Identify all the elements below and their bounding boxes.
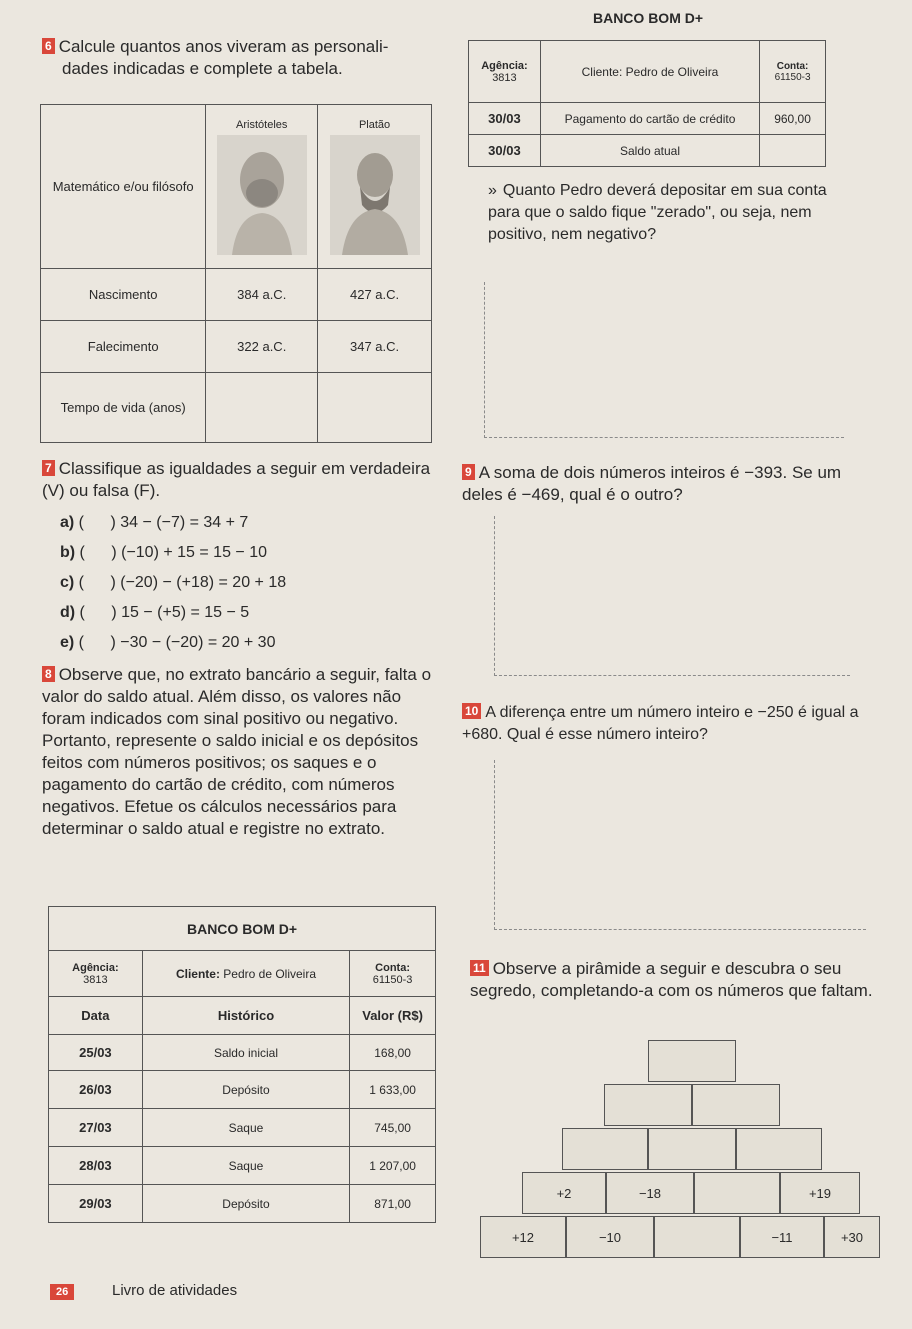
bank-bottom-agencia: Agência: 3813 xyxy=(49,951,143,997)
bank-bottom-table xyxy=(48,906,436,1223)
pyramid-cell: −10 xyxy=(566,1216,654,1258)
q6-text-line1: Calcule quantos anos viveram as personali- xyxy=(58,37,389,56)
table-row: 29/03 Depósito 871,00 xyxy=(49,1185,436,1223)
platao-cell xyxy=(318,105,432,269)
bank-top-row2-hist: Saldo atual xyxy=(540,135,759,167)
aristoteles-name: Aristóteles xyxy=(236,118,288,131)
bank-top-title: BANCO BOM D+ xyxy=(592,10,704,26)
table-row: 28/03 Saque 1 207,00 xyxy=(49,1147,436,1185)
arist-nasc: 384 a.C. xyxy=(206,269,318,321)
q7-item-c[interactable]: c) ( ) (−20) − (+18) = 20 + 18 xyxy=(60,574,287,591)
pyramid xyxy=(470,1040,890,1270)
platao-name: Platão xyxy=(358,118,391,131)
q7-statement: 7 Classifique as igualdades a seguir em verdadeira (V) ou falsa (F). xyxy=(42,459,431,500)
row-label-mat: Matemático e/ou filósofo xyxy=(41,105,206,269)
bank-top-cliente: Cliente: Pedro de Oliveira xyxy=(540,41,759,103)
pyramid-cell: +30 xyxy=(824,1216,880,1258)
q11-statement: 11 Observe a pirâmide a seguir e descubra o seu segredo, completando-a com os números que faltam. xyxy=(470,959,873,1000)
col-header-historico: Histórico xyxy=(142,997,349,1035)
pyramid-cell[interactable] xyxy=(736,1128,822,1170)
philosophers-table xyxy=(40,104,432,443)
aristoteles-portrait xyxy=(217,135,307,255)
pyramid-cell[interactable] xyxy=(654,1216,740,1258)
row-label-nasc: Nascimento xyxy=(41,269,206,321)
bullet-icon: » xyxy=(488,182,497,199)
page-number: 26 xyxy=(50,1284,74,1300)
q7-items xyxy=(60,508,440,658)
platao-portrait xyxy=(330,135,420,255)
plat-falec: 347 a.C. xyxy=(318,321,432,373)
q9-statement: 9 A soma de dois números inteiros é −393. Se um deles é −469, qual é o outro? xyxy=(462,463,842,504)
q7-item-a[interactable]: a) ( ) 34 − (−7) = 34 + 7 xyxy=(60,514,249,531)
q8-number: 8 xyxy=(42,666,55,682)
pyramid-cell: +19 xyxy=(780,1172,860,1214)
q10-statement: 10 A diferença entre um número inteiro e −250 é igual a +680. Qual é esse número inteiro? xyxy=(462,704,859,743)
pyramid-cell[interactable] xyxy=(604,1084,692,1126)
q7-item-e[interactable]: e) ( ) −30 − (−20) = 20 + 30 xyxy=(60,634,276,651)
pyramid-cell[interactable] xyxy=(648,1128,736,1170)
bank-top-question: » Quanto Pedro deverá depositar em sua conta para que o saldo fique "zerado", ou seja, nem positivo, nem negativo? xyxy=(488,182,827,243)
pyramid-cell[interactable] xyxy=(694,1172,780,1214)
plat-tempo-answer[interactable] xyxy=(318,373,432,443)
q6-statement xyxy=(42,36,422,80)
aristoteles-cell xyxy=(206,105,318,269)
answer-area-q10[interactable] xyxy=(494,760,866,930)
pyramid-cell: −18 xyxy=(606,1172,694,1214)
q9-number: 9 xyxy=(462,464,475,480)
q7-item-b[interactable]: b) ( ) (−10) + 15 = 15 − 10 xyxy=(60,544,267,561)
bank-top-saldo-answer[interactable] xyxy=(760,135,826,167)
row-label-falec: Falecimento xyxy=(41,321,206,373)
q8-statement: 8 Observe que, no extrato bancário a seguir, falta o valor do saldo atual. Além disso, os valores não foram indicados com sinal positivo ou negativo. Portanto, represente o saldo inicial e os depósitos feitos com números positivos; os saques e o pagamento do cartão de crédito, com números negativos. Efetue os cálculos necessários para determinar o saldo atual e registre no extrato. xyxy=(42,665,432,838)
bank-bottom-conta: Conta: 61150-3 xyxy=(350,951,436,997)
bank-top-row2-data: 30/03 xyxy=(469,135,541,167)
col-header-valor: Valor (R$) xyxy=(350,997,436,1035)
pyramid-cell[interactable] xyxy=(692,1084,780,1126)
bank-bottom-cliente: Cliente: Pedro de Oliveira xyxy=(142,951,349,997)
answer-area-bank[interactable] xyxy=(484,282,844,438)
q6-number: 6 xyxy=(42,38,55,54)
plat-nasc: 427 a.C. xyxy=(318,269,432,321)
bank-top-conta: Conta: 61150-3 xyxy=(760,41,826,103)
table-row: 26/03 Depósito 1 633,00 xyxy=(49,1071,436,1109)
answer-area-q9[interactable] xyxy=(494,516,850,676)
bank-top-agencia: Agência: 3813 xyxy=(469,41,541,103)
pyramid-cell: −11 xyxy=(740,1216,824,1258)
bank-top-table xyxy=(468,40,826,167)
bank-bottom-title: BANCO BOM D+ xyxy=(49,907,436,951)
q11-number: 11 xyxy=(470,960,489,976)
q10-number: 10 xyxy=(462,703,481,719)
q7-number: 7 xyxy=(42,460,55,476)
bank-top-row1-hist: Pagamento do cartão de crédito xyxy=(540,103,759,135)
col-header-data: Data xyxy=(49,997,143,1035)
arist-falec: 322 a.C. xyxy=(206,321,318,373)
pyramid-cell[interactable] xyxy=(648,1040,736,1082)
pyramid-cell[interactable] xyxy=(562,1128,648,1170)
bank-top-row1-data: 30/03 xyxy=(469,103,541,135)
table-row: 27/03 Saque 745,00 xyxy=(49,1109,436,1147)
row-label-tempo: Tempo de vida (anos) xyxy=(41,373,206,443)
pyramid-cell: +2 xyxy=(522,1172,606,1214)
pyramid-cell: +12 xyxy=(480,1216,566,1258)
bank-top-row1-valor: 960,00 xyxy=(760,103,826,135)
q7-item-d[interactable]: d) ( ) 15 − (+5) = 15 − 5 xyxy=(60,604,250,621)
footer-label: Livro de atividades xyxy=(112,1282,238,1299)
arist-tempo-answer[interactable] xyxy=(206,373,318,443)
q6-text-line2: dades indicadas e complete a tabela. xyxy=(62,59,343,78)
table-row: 25/03 Saldo inicial 168,00 xyxy=(49,1035,436,1071)
